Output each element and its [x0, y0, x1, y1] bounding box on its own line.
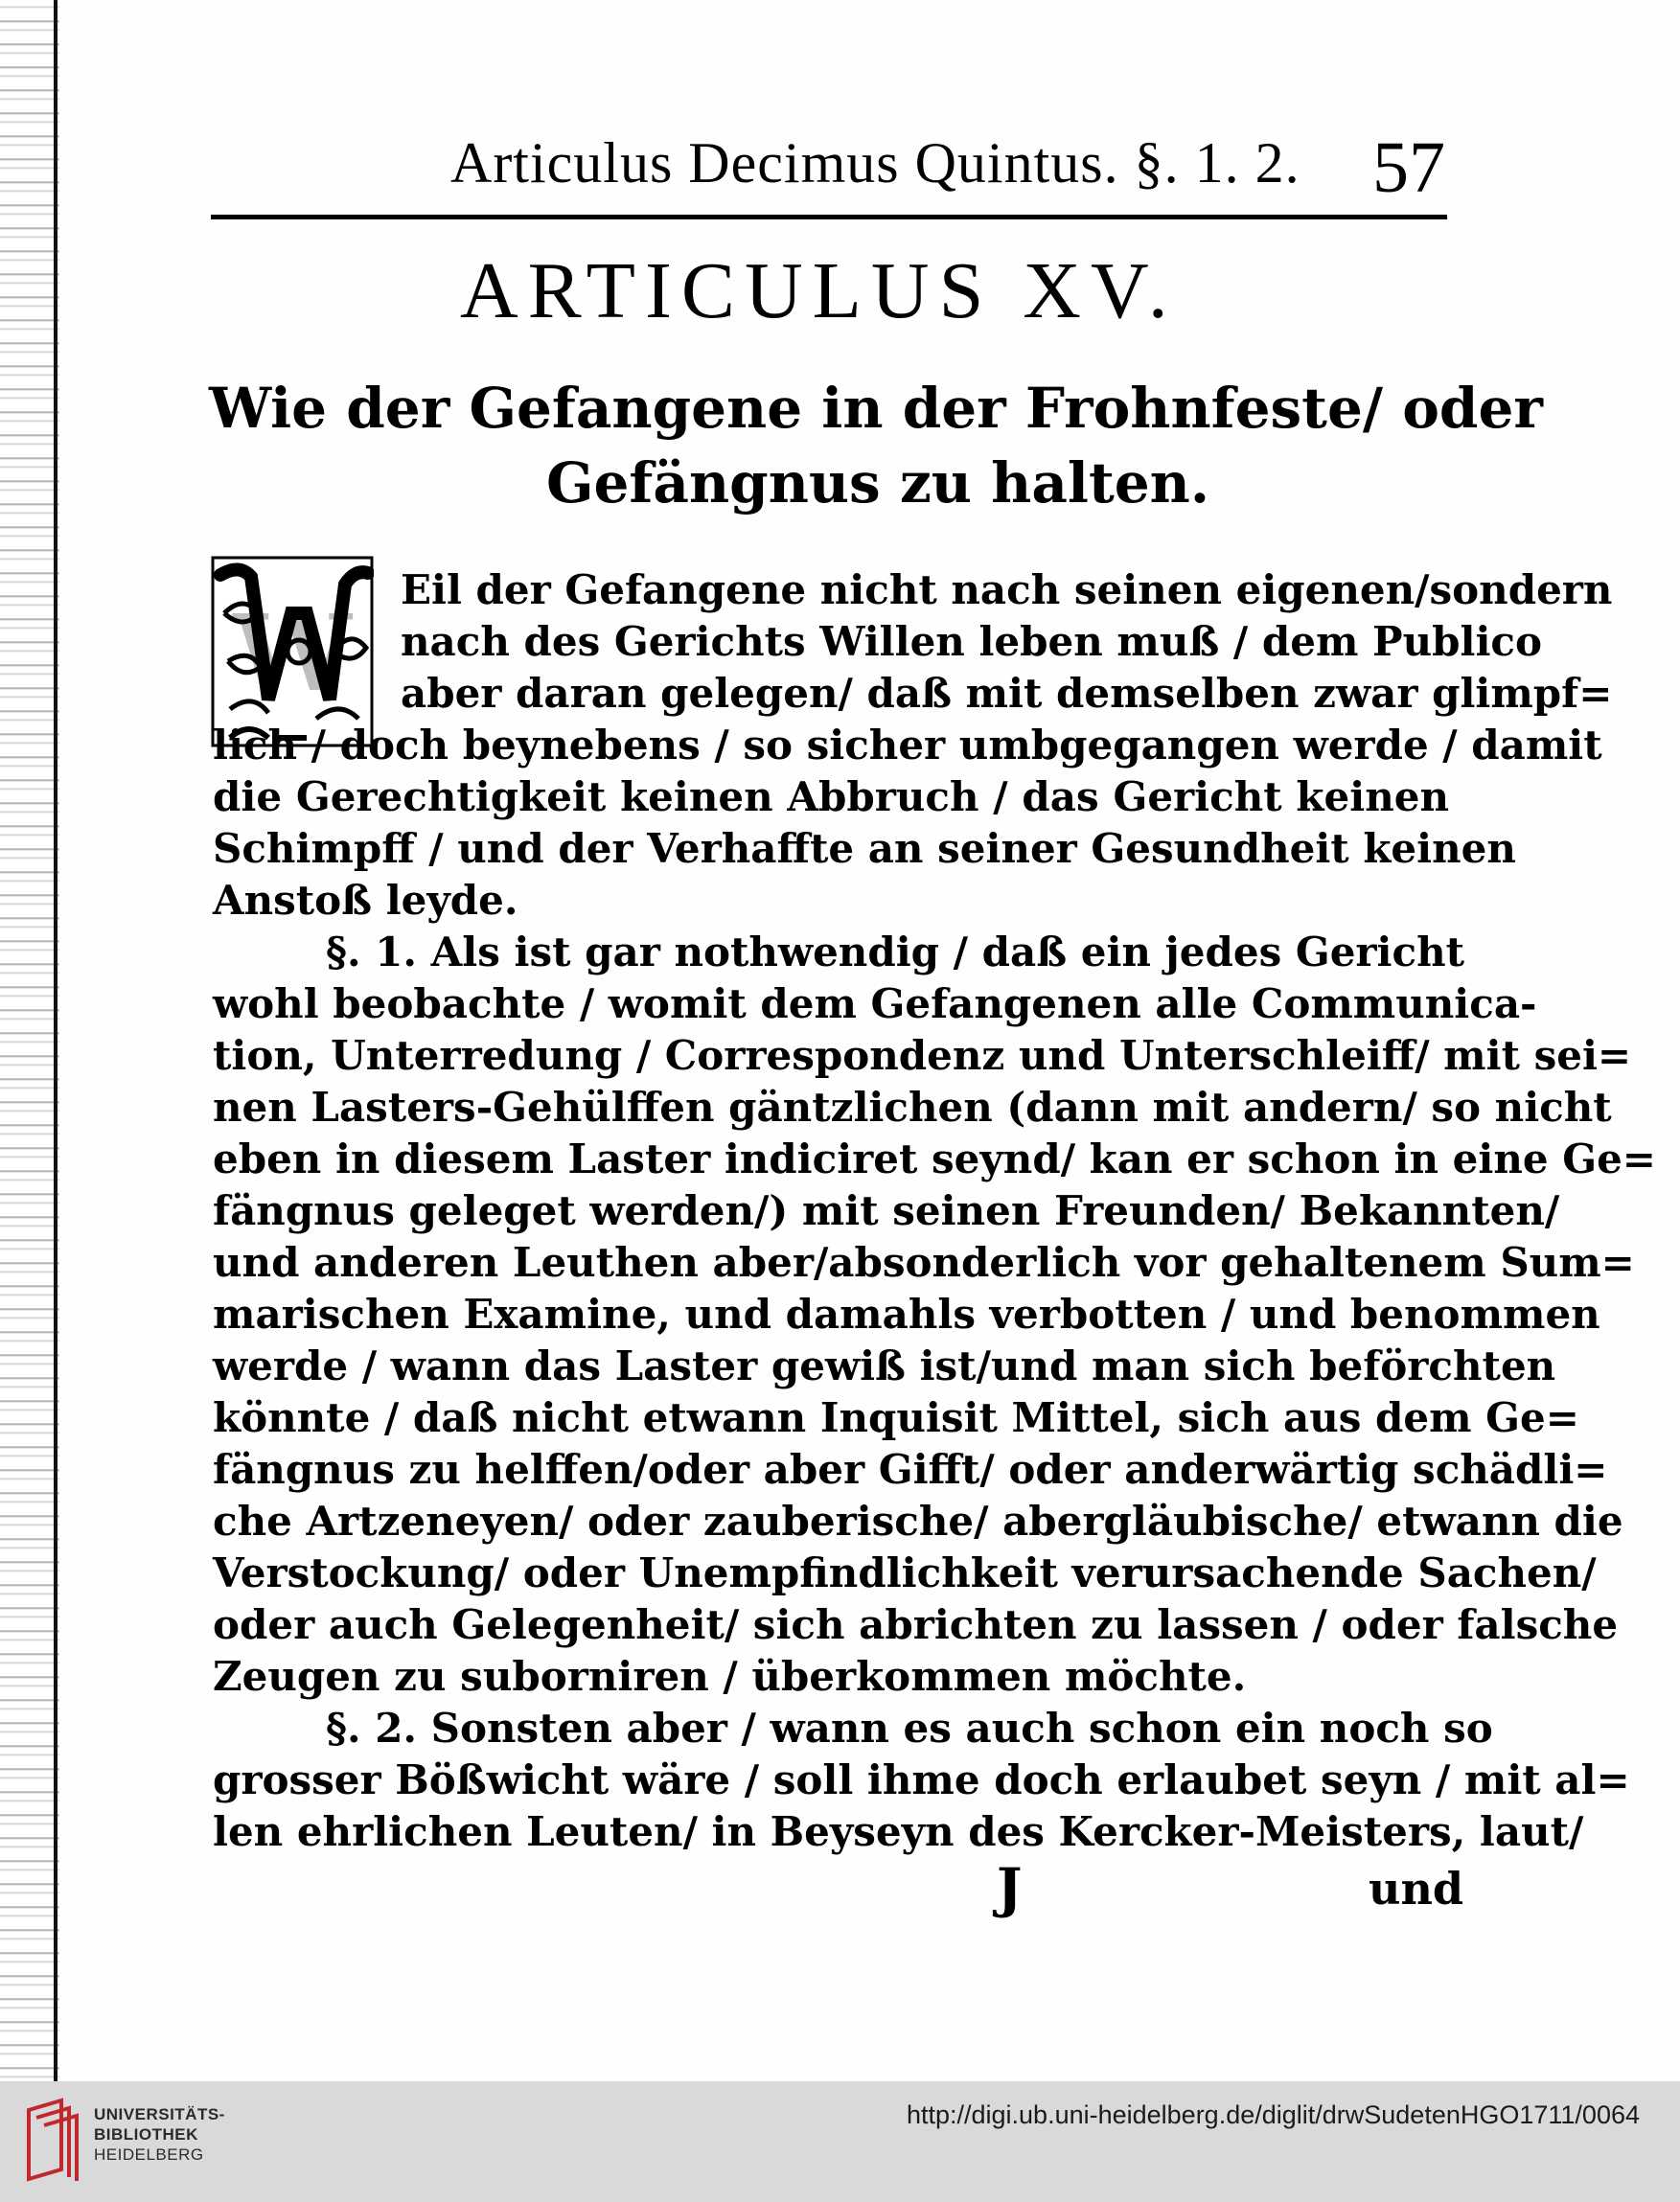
body-line: lich / doch beynebens / so sicher umbgegangen werde / damit: [213, 722, 1602, 768]
signature-mark: J: [997, 1857, 1023, 1920]
catchword: und: [1369, 1863, 1464, 1915]
body-line: werde / wann das Laster gewiß ist/und man sich beförchten: [213, 1342, 1556, 1389]
body-line: oder auch Gelegenheit/ sich abrichten zu lassen / oder falsche: [213, 1601, 1619, 1648]
body-line: Anstoß leyde.: [213, 877, 518, 924]
body-line: könnte / daß nicht etwann Inquisit Mittel, sich aus dem Ge=: [213, 1394, 1579, 1441]
running-head: Articulus Decimus Quintus. §. 1. 2.: [450, 131, 1300, 195]
body-line: len ehrlichen Leuten/ in Beyseyn des Kercker-Meisters, laut/: [213, 1808, 1584, 1855]
body-line: Zeugen zu suborniren / überkommen möchte.: [213, 1653, 1247, 1700]
library-name-line-2: BIBLIOTHEK: [94, 2125, 198, 2144]
library-name-line-1: UNIVERSITÄTS-: [94, 2105, 225, 2123]
library-name[interactable]: [94, 2104, 225, 2165]
body-line: che Artzeneyen/ oder zauberische/ abergläubische/ etwann die: [213, 1498, 1623, 1545]
footer-url-link[interactable]: http://digi.ub.uni-heidelberg.de/diglit/drwSudetenHGO1711/0064: [906, 2100, 1640, 2129]
header-rule: [211, 215, 1447, 219]
body-line: wohl beobachte / womit dem Gefangenen alle Communica-: [213, 980, 1537, 1027]
page-number: 57: [1372, 127, 1445, 208]
body-line: §. 2. Sonsten aber / wann es auch schon ein noch so: [326, 1705, 1493, 1752]
body-line: tion, Unterredung / Correspondenz und Unterschleiff/ mit sei=: [213, 1032, 1632, 1079]
page-edge-line: [54, 0, 58, 2081]
page-binding-edge: [0, 0, 59, 2081]
body-line: fängnus geleget werden/) mit seinen Freunden/ Bekannten/: [213, 1187, 1560, 1234]
body-line: nach des Gerichts Willen leben muß / dem Publico: [401, 618, 1542, 665]
body-line: Eil der Gefangene nicht nach seinen eigenen/sondern: [401, 566, 1613, 613]
article-subtitle-line-2: Gefängnus zu halten.: [546, 450, 1210, 516]
body-line: die Gerechtigkeit keinen Abbruch / das Gericht keinen: [213, 773, 1449, 820]
article-subtitle-line-1: Wie der Gefangene in der Frohnfeste/ oder: [209, 376, 1543, 441]
body-line: eben in diesem Laster indiciret seynd/ kan er schon in eine Ge=: [213, 1135, 1656, 1182]
body-line: aber daran gelegen/ daß mit demselben zwar glimpf=: [401, 670, 1613, 717]
body-line: §. 1. Als ist gar nothwendig / daß ein jedes Gericht: [326, 929, 1465, 975]
footer-bar: [0, 2081, 1680, 2202]
body-line: und anderen Leuthen aber/absonderlich vor gehaltenem Sum=: [213, 1239, 1635, 1286]
body-line: Schimpff / und der Verhaffte an seiner Gesundheit keinen: [213, 825, 1516, 872]
library-name-line-3: HEIDELBERG: [94, 2145, 204, 2164]
library-logo-icon[interactable]: [23, 2097, 86, 2183]
body-line: fängnus zu helffen/oder aber Gifft/ oder anderwärtig schädli=: [213, 1446, 1608, 1493]
article-title: ARTICULUS XV.: [460, 246, 1178, 335]
body-line: nen Lasters-Gehülffen gäntzlichen (dann mit andern/ so nicht: [213, 1084, 1612, 1131]
initial-letter: W: [233, 591, 352, 715]
body-line: marischen Examine, und damahls verbotten / und benommen: [213, 1291, 1600, 1338]
body-line: grosser Bößwicht wäre / soll ihme doch erlaubet seyn / mit al=: [213, 1756, 1630, 1803]
body-line: Verstockung/ oder Unempfindlichkeit verursachende Sachen/: [213, 1549, 1597, 1596]
